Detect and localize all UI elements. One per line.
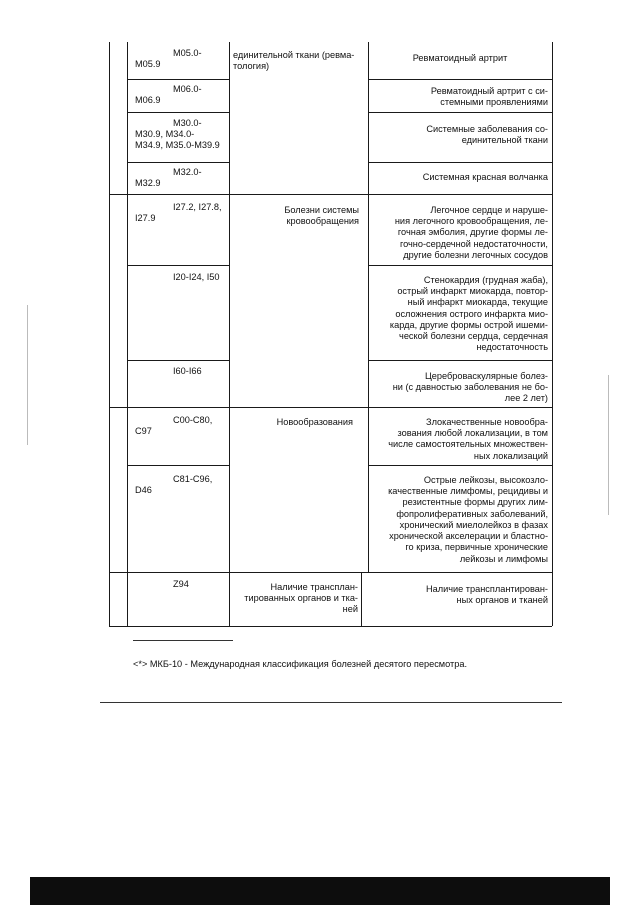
scan-bottom-bar [30, 877, 610, 905]
code-line: I27.2, I27.8, [173, 202, 222, 212]
row-sep-6 [127, 360, 229, 361]
table-border-bottom [109, 626, 552, 627]
row-sep-1-right [368, 79, 552, 80]
code-line: C00-C80, [173, 415, 213, 425]
disease-cell: Цереброваскулярные болез- ни (с давностью заболевания не бо- лее 2 лет) [392, 371, 548, 404]
code-line: C97 [135, 426, 152, 437]
code-cell [135, 415, 227, 437]
table-col-divider-1 [127, 42, 128, 626]
row-sep-7 [109, 407, 552, 408]
disease-cell: Острые лейкозы, высокозло- качественные лимфомы, рецидивы и резистентные формы других лим- фопролиферативных заболеваний, хронический миелолейкоз в фазах хронической акселерации и бластно- го криза, первичные хронические лейкозы и лимфомы [388, 475, 548, 564]
code-cell [135, 84, 227, 106]
row-sep-6-right [368, 360, 552, 361]
disease-cell: Ревматоидный артрит [412, 53, 508, 63]
code-line: M30.0- [173, 118, 202, 128]
disease-cell: Наличие трансплантирован- ных органов и тканей [425, 584, 548, 606]
row-sep-8-right [368, 465, 552, 466]
code-line: M05.9 [135, 59, 161, 70]
scan-edge-mark [27, 305, 28, 445]
code-line: I60-I66 [173, 366, 202, 376]
code-cell [135, 272, 227, 283]
disease-cell: Ревматоидный артрит с си- стемными проявлениями [430, 86, 548, 108]
row-sep-8 [127, 465, 229, 466]
disease-cell: Стенокардия (грудная жаба), острый инфаркт миокарда, повтор- ный инфаркт миокарда, текущие осложнения острого инфаркта мио- карда, другие формы острой ишеми- ческой болезни сердца, сердечная недостаточность [389, 275, 548, 353]
code-line: C81-C96, [173, 474, 213, 484]
table-border-left [109, 42, 110, 626]
page-bottom-rule [100, 702, 562, 703]
group-cell: Новообразования [276, 417, 353, 427]
code-line: Z94 [173, 579, 189, 589]
row-sep-3-right [368, 162, 552, 163]
group-cell: Болезни системы кровообращения [284, 205, 359, 227]
disease-cell: Легочное сердце и наруше- ния легочного кровообращения, ле- гочная эмболия, другие формы ле- гочно-сердечной недостаточности, другие болезни легочных сосудов [394, 205, 548, 260]
disease-cell: Злокачественные новообра- зования любой локализации, в том числе самостоятельных множествен- ных локализаций [388, 417, 548, 461]
table-border-right [552, 42, 553, 626]
disease-cell: Системная красная волчанка [422, 172, 548, 182]
row-sep-1 [127, 79, 229, 80]
group-cell: единительной ткани (ревма- тология) [233, 50, 355, 72]
table-col-divider-2 [229, 42, 230, 626]
table-col-divider-3 [368, 42, 369, 572]
code-line: D46 [135, 485, 152, 496]
group-cell: Наличие трансплан- тированных органов и тка- ней [244, 582, 358, 615]
row-sep-2 [127, 112, 229, 113]
scan-edge-mark [608, 375, 609, 515]
row-sep-4 [109, 194, 552, 195]
disease-cell: Системные заболевания со- единительной ткани [426, 124, 548, 146]
row-sep-9 [109, 572, 552, 573]
row-sep-5 [127, 265, 229, 266]
code-line: I27.9 [135, 213, 156, 224]
code-cell [135, 118, 229, 152]
code-cell [135, 579, 227, 590]
code-line: M32.9 [135, 178, 161, 189]
code-line: M06.0- [173, 84, 202, 94]
footnote-rule [133, 640, 233, 641]
code-cell [135, 167, 227, 189]
code-cell [135, 48, 227, 70]
code-line: M30.9, M34.0- [135, 129, 195, 140]
row-sep-2-right [368, 112, 552, 113]
code-line: M06.9 [135, 95, 161, 106]
code-line: M05.0- [173, 48, 202, 58]
row-sep-3 [127, 162, 229, 163]
code-line: M34.9, M35.0-M39.9 [135, 140, 220, 151]
code-cell [135, 474, 227, 496]
code-line: I20-I24, I50 [173, 272, 220, 282]
row-sep-5-right [368, 265, 552, 266]
code-cell [135, 366, 227, 377]
code-cell [135, 202, 227, 224]
footnote-text: <*> МКБ-10 - Международная классификация болезней десятого пересмотра. [133, 659, 468, 669]
table-col-divider-3b [361, 572, 362, 626]
code-line: M32.0- [173, 167, 202, 177]
